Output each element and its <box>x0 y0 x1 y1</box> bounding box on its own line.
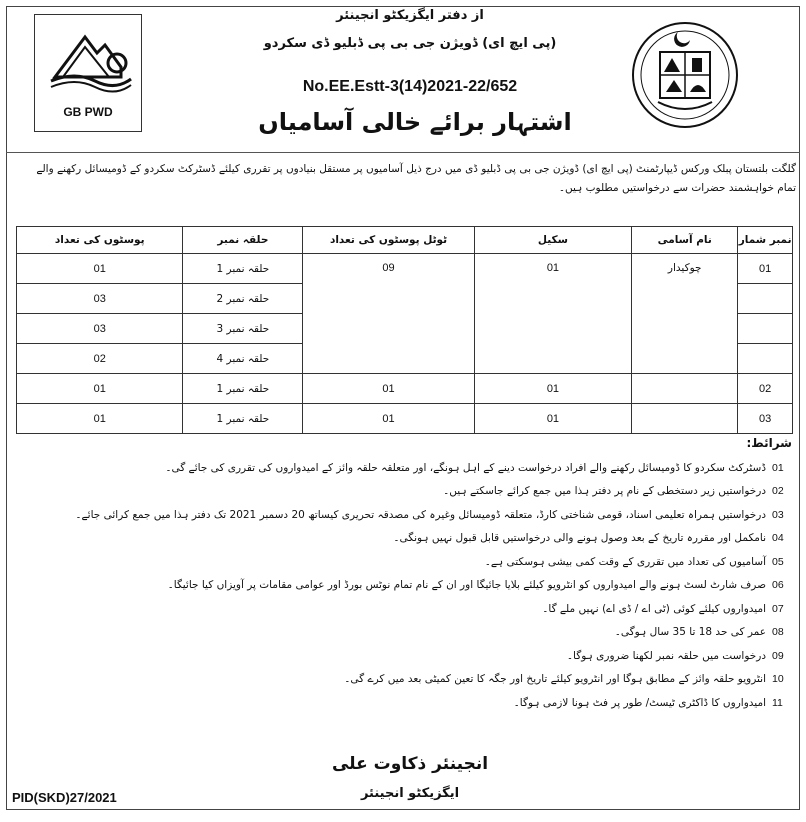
condition-text: عمر کی حد 18 تا 35 سال ہوگی۔ <box>614 626 766 639</box>
cell-serial: 03 <box>738 404 793 434</box>
header-divider <box>6 152 800 153</box>
condition-text: صرف شارٹ لسٹ ہونے والے امیدواروں کو انٹرویو کیلئے بلایا جائیگا اور ان کے نام تمام نوٹس بورڈ اور عوامی مقامات پر آویزاں کیا جائیگا۔ <box>167 579 766 592</box>
list-item <box>40 668 800 692</box>
cell-halqa: حلقہ نمبر 1 <box>183 374 303 404</box>
col-scale: سکیل <box>474 227 631 254</box>
condition-text: آسامیوں کی تعداد میں تقرری کے وقت کمی بیشی ہوسکتی ہے۔ <box>484 555 766 568</box>
list-item <box>40 621 800 645</box>
condition-number: 06 <box>772 579 784 592</box>
table-row <box>17 254 793 284</box>
intro-paragraph: گلگت بلتستان پبلک ورکس ڈیپارٹمنٹ (پی ایچ ای) ڈویژن جی بی پی ڈبلیو ڈی میں درج ذیل آسامیوں پر مستقل بنیادوں پر تقرری کیلئے ڈسٹرکٹ سکردو کے ڈومیسائل رکھنے والے تمام خواہشمند حضرات سے درخواستیں مطلوب ہیں۔ <box>36 163 796 194</box>
condition-number: 02 <box>772 485 784 498</box>
cell-halqa: حلقہ نمبر 2 <box>183 284 303 314</box>
division-line: (پی ایچ ای) ڈویژن جی بی پی ڈبلیو ڈی سکردو <box>263 36 557 51</box>
col-post-count: پوسٹوں کی تعداد <box>17 227 183 254</box>
cell-halqa: حلقہ نمبر 1 <box>183 404 303 434</box>
cell-serial <box>738 344 793 374</box>
condition-number: 04 <box>772 532 784 545</box>
condition-text: امیدواروں کیلئے کوئی (ٹی اے / ڈی اے) نہیں ملے گا۔ <box>542 602 766 615</box>
cell-serial: 01 <box>738 254 793 284</box>
conditions-list <box>40 456 800 715</box>
cell-serial <box>738 284 793 314</box>
col-halqa: حلقہ نمبر <box>183 227 303 254</box>
cell-serial <box>738 314 793 344</box>
cell-serial: 02 <box>738 374 793 404</box>
cell-count: 02 <box>17 344 183 374</box>
conditions-heading: شرائط: <box>746 436 792 450</box>
col-total-posts: ٹوٹل پوسٹوں کی تعداد <box>303 227 474 254</box>
condition-text: انٹرویو حلقہ وائز کے مطابق ہوگا اور انٹرویو کیلئے تاریخ اور جگہ کا تعین کمیٹی بعد میں کرے گی۔ <box>344 673 766 686</box>
list-item <box>40 503 800 527</box>
cell-post <box>632 374 738 404</box>
cell-count: 01 <box>17 254 183 284</box>
cell-scale: 01 <box>474 374 631 404</box>
cell-total: 09 <box>303 254 474 374</box>
condition-number: 11 <box>772 696 783 709</box>
list-item <box>40 597 800 621</box>
cell-halqa: حلقہ نمبر 3 <box>183 314 303 344</box>
office-line: از دفتر ایگزیکٹو انجینئر <box>336 8 484 23</box>
condition-number: 08 <box>772 626 784 639</box>
signatory-name: انجینئر ذکاوت علی <box>331 754 489 774</box>
list-item <box>40 691 800 715</box>
col-serial: نمبر شمار <box>738 227 793 254</box>
condition-text: درخواستیں زیر دستخطی کے نام پر دفتر ہذا میں جمع کرائے جاسکتے ہیں۔ <box>443 485 766 498</box>
logo-text: GB PWD <box>63 105 113 119</box>
list-item <box>40 480 800 504</box>
cell-halqa: حلقہ نمبر 1 <box>183 254 303 284</box>
table-row <box>17 374 793 404</box>
list-item <box>40 456 800 480</box>
cell-post <box>632 404 738 434</box>
condition-number: 09 <box>772 649 784 662</box>
cell-count: 01 <box>17 374 183 404</box>
table-header-row <box>17 227 793 254</box>
condition-number: 01 <box>772 461 784 474</box>
cell-post: چوکیدار <box>632 254 738 374</box>
house-gear-icon <box>35 15 141 107</box>
condition-number: 07 <box>772 602 784 615</box>
list-item <box>40 527 800 551</box>
pid-number: PID(SKD)27/2021 <box>12 790 117 805</box>
condition-text: نامکمل اور مقررہ تاریخ کے بعد وصول ہونے والی درخواستیں قابل قبول نہیں ہونگی۔ <box>393 532 766 545</box>
cell-count: 03 <box>17 314 183 344</box>
signatory-designation: ایگزیکٹو انجینئر <box>360 786 460 801</box>
list-item <box>40 550 800 574</box>
col-post-name: نام آسامی <box>632 227 738 254</box>
cell-total: 01 <box>303 404 474 434</box>
cell-halqa: حلقہ نمبر 4 <box>183 344 303 374</box>
cell-count: 03 <box>17 284 183 314</box>
condition-number: 10 <box>772 673 784 686</box>
vacancies-table <box>16 226 793 434</box>
list-item <box>40 574 800 598</box>
cell-total: 01 <box>303 374 474 404</box>
condition-number: 05 <box>772 555 784 568</box>
cell-count: 01 <box>17 404 183 434</box>
cell-scale: 01 <box>474 254 631 374</box>
condition-text: درخواستیں ہمراہ تعلیمی اسناد، قومی شناختی کارڈ، متعلقہ ڈومیسائل وغیرہ کی مصدقہ تحریری کیساتھ 20 دسمبر 2021 تک دفتر ہذا میں جمع کرائی جائے۔ <box>75 508 766 521</box>
reference-number: No.EE.Estt-3(14)2021-22/652 <box>302 78 518 95</box>
condition-number: 03 <box>772 508 784 521</box>
condition-text: درخواست میں حلقہ نمبر لکھنا ضروری ہوگا۔ <box>566 649 766 662</box>
condition-text: ڈسٹرکٹ سکردو کا ڈومیسائل رکھنے والے افراد درخواست دینے کے اہل ہونگے، اور متعلقہ حلقہ وائز کے امیدواروں کی تقرری کی جائے گی۔ <box>165 461 766 474</box>
table-row <box>17 404 793 434</box>
advertisement-title: اشتہار برائے خالی آسامیاں <box>258 108 572 136</box>
cell-scale: 01 <box>474 404 631 434</box>
list-item <box>40 644 800 668</box>
condition-text: امیدواروں کا ڈاکٹری ٹیسٹ/ طور پر فٹ ہونا لازمی ہوگا۔ <box>513 696 766 709</box>
gb-pwd-logo <box>34 14 142 132</box>
